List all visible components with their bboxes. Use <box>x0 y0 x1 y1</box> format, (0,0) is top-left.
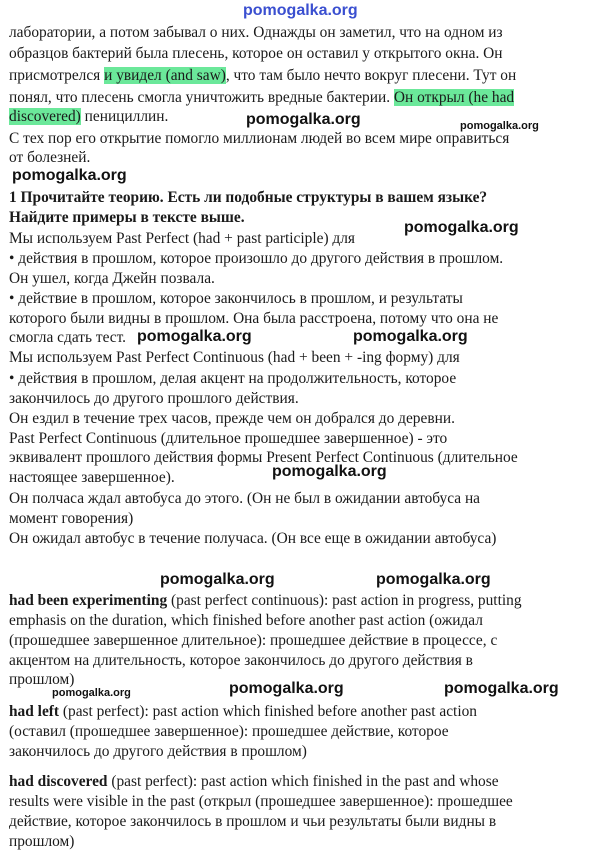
theory-line: Он ушел, когда Джейн позвала. <box>9 270 215 287</box>
theory-line: которого были видны в прошлом. Она была расстроена, потому что она не <box>9 310 499 327</box>
watermark: pomogalka.org <box>444 680 559 697</box>
story-line-5 <box>9 107 168 127</box>
theory-line: • действие в прошлом, которое закончилось в прошлом, и результаты <box>9 290 463 307</box>
highlight-had-discovered-cont: discovered) <box>9 108 81 125</box>
theory-line: Past Perfect Continuous (длительное прошедшее завершенное) - это <box>9 430 448 447</box>
story-line-3 <box>9 66 516 86</box>
highlight-and-saw: и увидел (and saw) <box>104 67 226 84</box>
watermark: pomogalka.org <box>353 328 468 345</box>
theory-line: Мы используем Past Perfect (had + past participle) для <box>9 230 356 247</box>
theory-line: закончилось до другого прошлого действия. <box>9 390 299 407</box>
watermark: pomogalka.org <box>160 571 275 588</box>
theory-line: Он ездил в течение трех часов, прежде чем он добрался до деревни. <box>9 410 455 427</box>
watermark: pomogalka.org <box>12 167 127 184</box>
theory-line: • действия в прошлом, которое произошло до другого действия в прошлом. <box>9 250 504 267</box>
story-line-7: от болезней. <box>9 149 91 166</box>
note-term: had left <box>9 703 60 720</box>
note-line: прошлом) <box>9 671 75 688</box>
note-line: закончилось до другого действия в прошлом) <box>9 743 307 760</box>
note-text: (past perfect): past action which finished before another past action <box>59 703 477 720</box>
story-text: присмотрелся <box>9 67 105 84</box>
story-text: понял, что плесень смогла уничтожить вредные бактерии. <box>9 89 394 106</box>
watermark: pomogalka.org <box>404 219 519 236</box>
note-text: (past perfect): past action which finished in the past and whose <box>107 773 499 790</box>
note-term: had discovered <box>9 773 108 790</box>
watermark: pomogalka.org <box>229 680 344 697</box>
watermark: pomogalka.org <box>246 111 361 128</box>
theory-line: эквивалент прошлого действия формы Present Perfect Continuous (длительное <box>9 449 518 466</box>
note-line: прошлом) <box>9 833 75 850</box>
theory-line: Он ожидал автобус в течение получаса. (Он все еще в ожидании автобуса) <box>9 530 497 547</box>
theory-line: момент говорения) <box>9 510 134 527</box>
note-had-discovered <box>9 772 499 792</box>
note-text: (past perfect continuous): past action in progress, putting <box>167 592 522 609</box>
theory-line: Мы используем Past Perfect Continuous (had + been + -ing форму) для <box>9 349 460 366</box>
story-line-4 <box>9 88 514 108</box>
watermark: pomogalka.org <box>460 120 539 132</box>
watermark: pomogalka.org <box>243 2 358 19</box>
task-heading-line-2: Найдите примеры в тексте выше. <box>9 209 245 226</box>
note-term: had been experimenting <box>9 592 168 609</box>
note-line: results were visible in the past (открыл (прошедшее завершенное): прошедшее <box>9 793 513 810</box>
theory-line: Он полчаса ждал автобуса до этого. (Он не был в ожидании автобуса на <box>9 490 481 507</box>
note-had-left <box>9 702 477 722</box>
task-heading-line-1: 1 Прочитайте теорию. Есть ли подобные структуры в вашем языке? <box>9 189 488 206</box>
story-text: , что там было нечто вокруг плесени. Тут он <box>225 67 517 84</box>
story-text: пенициллин. <box>80 108 169 125</box>
theory-line: настоящее завершенное). <box>9 469 175 486</box>
watermark: pomogalka.org <box>272 463 387 480</box>
note-had-been-experimenting <box>9 591 522 611</box>
note-line: акцентом на длительность, которое закончилось до другого действия в <box>9 652 473 669</box>
story-line-1: лаборатории, а потом забывал о них. Однажды он заметил, что на одном из <box>9 24 503 41</box>
note-line: emphasis on the duration, which finished before another past action (ожидал <box>9 612 483 629</box>
note-line: действие, которое закончилось в прошлом и чьи результаты были видны в <box>9 813 497 830</box>
story-line-6: С тех пор его открытие помогло миллионам людей во всем мире оправиться <box>9 130 510 147</box>
watermark: pomogalka.org <box>137 328 252 345</box>
note-line: (оставил (прошедшее завершенное): прошедшее действие, которое <box>9 723 449 740</box>
watermark: pomogalka.org <box>52 687 131 699</box>
watermark: pomogalka.org <box>376 571 491 588</box>
highlight-had-discovered: Он открыл (he had <box>393 89 515 106</box>
theory-line: • действия в прошлом, делая акцент на продолжительность, которое <box>9 370 457 387</box>
story-line-2: образцов бактерий была плесень, которое он оставил у открытого окна. Он <box>9 45 503 62</box>
note-line: (прошедшее завершенное длительное): прошедшее действие в процессе, с <box>9 632 498 649</box>
theory-line: смогла сдать тест. <box>9 329 127 346</box>
